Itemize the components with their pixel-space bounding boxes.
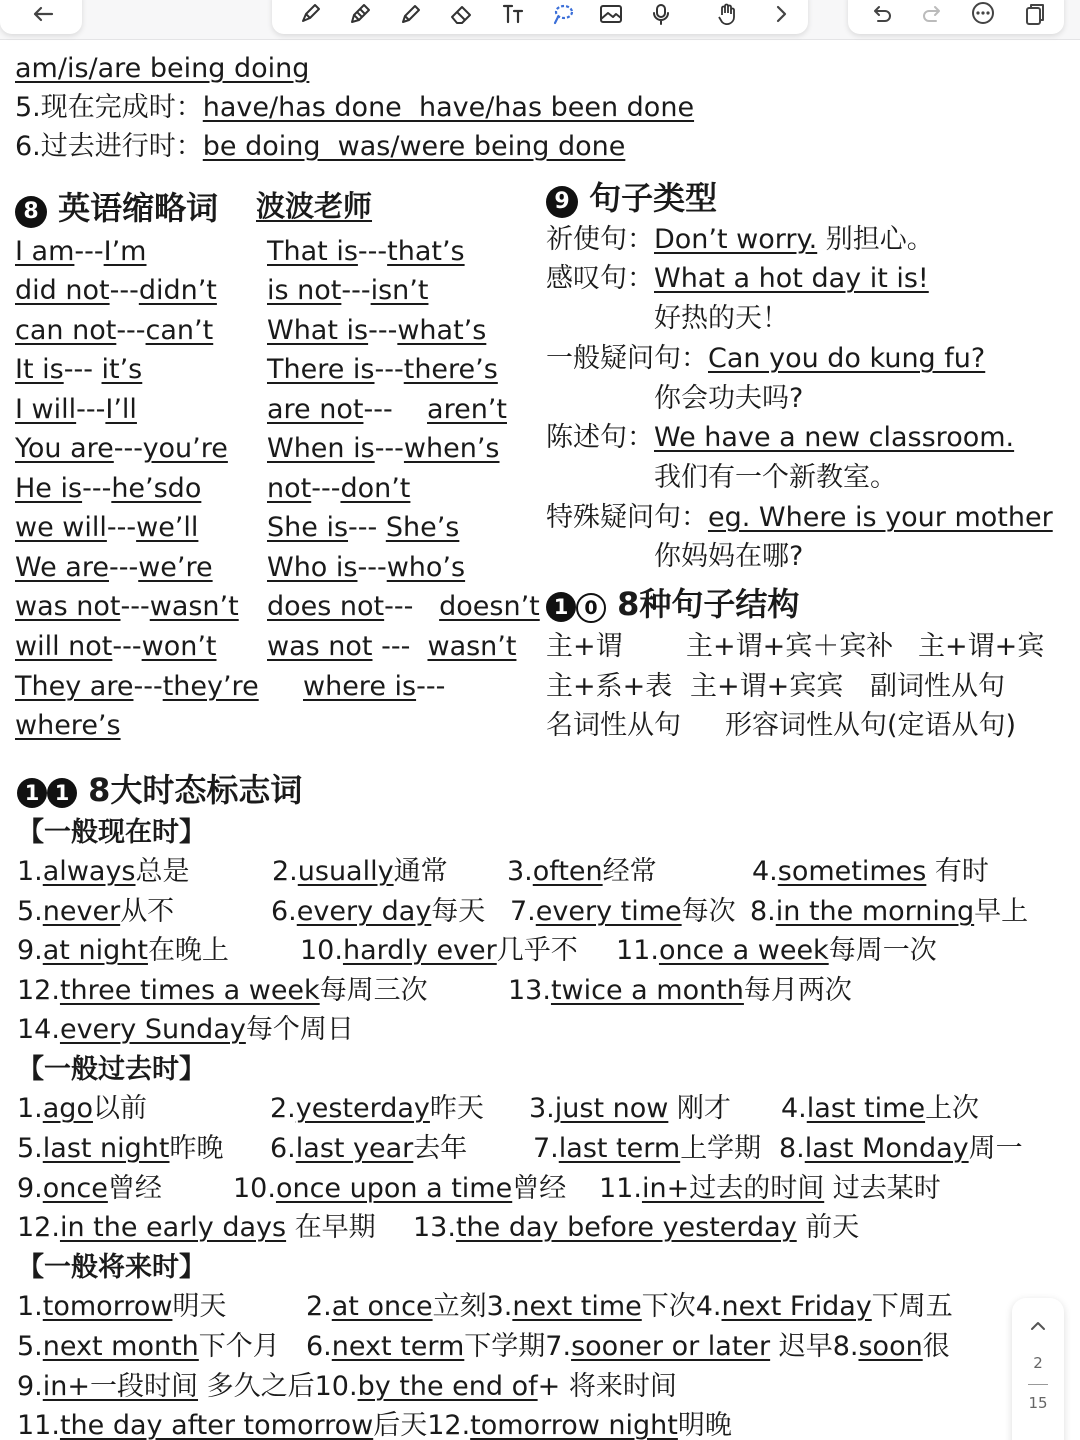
- sentence-translation: 我们有一个新教室。: [654, 462, 897, 493]
- abbr-row: It is--- it’s: [15, 354, 143, 385]
- section-number-badge: 1: [47, 778, 77, 808]
- chevron-up-icon[interactable]: [1024, 1314, 1052, 1338]
- keyword-item: 1.tomorrow明天: [17, 1291, 227, 1322]
- keyword-item: 14.every Sunday每个周日: [17, 1014, 354, 1045]
- keyword-item: 8.in the morning早上: [750, 896, 1029, 927]
- tense-form: be doing was/were being done: [202, 131, 626, 162]
- keyword-item: 10.once upon a time曾经: [233, 1173, 567, 1204]
- abbr-row: When is---when’s: [267, 433, 500, 464]
- structure-item: 主+谓+宾＋宾补: [686, 631, 894, 662]
- toolbar-tools-group: [272, 0, 808, 34]
- sentence-translation: 你妈妈在哪?: [654, 541, 804, 572]
- chevron-right-icon[interactable]: [766, 2, 796, 26]
- keyword-item: 4.last time上次: [781, 1093, 980, 1124]
- keyword-item: 3.often经常: [507, 856, 657, 887]
- sentence-type-row: 特殊疑问句：eg. Where is your mother: [546, 502, 1053, 533]
- keyword-item: 7.every time每次: [510, 896, 736, 927]
- hand-icon[interactable]: [712, 2, 742, 26]
- more-icon[interactable]: [968, 2, 998, 26]
- teacher-name: 波波老师: [256, 189, 373, 223]
- keyword-item: 6.every day每天: [271, 896, 486, 927]
- tense-label: 5.现在完成时：: [15, 92, 203, 123]
- keyword-item: 4.sometimes 有时: [752, 856, 989, 887]
- section-9-heading: [546, 178, 717, 218]
- section-8-heading: [15, 188, 218, 228]
- total-pages: 15: [1028, 1394, 1048, 1412]
- abbr-row: They are---they’re: [15, 671, 259, 702]
- section-number-badge: 9: [546, 186, 578, 218]
- keyword-item: 13.the day before yesterday 前天: [413, 1212, 860, 1243]
- keyword-item: 5.next month下个月: [17, 1331, 280, 1362]
- tense-label: 6.过去进行时：: [15, 131, 203, 162]
- abbr-row: She is--- She’s: [267, 512, 460, 543]
- keyword-item: 2.usually通常: [272, 856, 448, 887]
- keyword-item: 1.always总是: [17, 856, 190, 887]
- abbr-row: He is---he’sdo: [15, 473, 202, 504]
- section-title: 英语缩略词: [58, 189, 219, 227]
- keyword-item: 5.never从不: [17, 896, 175, 927]
- abbr-row: Who is---who’s: [267, 552, 466, 583]
- redo-icon[interactable]: [918, 2, 948, 26]
- abbr-row: can not---can’t: [15, 315, 214, 346]
- top-line-2: [15, 91, 694, 125]
- keyword-item: 5.last night昨晚: [17, 1133, 224, 1164]
- abbr-row: where is---: [303, 671, 446, 702]
- text-tool-icon[interactable]: [498, 2, 528, 26]
- top-line-1: [15, 52, 309, 86]
- section-number-badge: 1: [546, 592, 576, 622]
- structure-item: 副词性从句: [870, 671, 1005, 702]
- tense-form: am/is/are being doing: [15, 53, 310, 84]
- section-number-badge: 1: [17, 778, 47, 808]
- abbr-row: does not--- doesn’t: [267, 591, 540, 622]
- keyword-item: 9.at night在晚上: [17, 935, 229, 966]
- back-arrow-icon[interactable]: [28, 2, 58, 26]
- abbr-row: will not---won’t: [15, 631, 217, 662]
- structure-item: 主+谓+宾: [918, 631, 1045, 662]
- abbr-row: You are---you’re: [15, 433, 228, 464]
- sentence-type-row: 一般疑问句：Can you do kung fu?: [546, 343, 986, 374]
- abbr-row: not---don’t: [267, 473, 411, 504]
- pencil-icon[interactable]: [346, 2, 376, 26]
- keyword-item: 1.ago以前: [17, 1093, 147, 1124]
- section-10-heading: [546, 584, 799, 624]
- section-number-badge: 8: [15, 196, 47, 228]
- keyword-item: 11.in+过去的时间 过去某时: [599, 1173, 941, 1204]
- top-line-3: [15, 130, 625, 164]
- sentence-type-row: 陈述句：We have a new classroom.: [546, 422, 1015, 453]
- keyword-item: 2.at once立刻3.next time下次4.next Friday下周五: [306, 1291, 953, 1322]
- abbr-row: I will---I’ll: [15, 394, 137, 425]
- structure-item: 主+谓+宾宾: [690, 671, 844, 702]
- current-page: 2: [1033, 1354, 1043, 1372]
- tense-form: have/has done have/has been done: [202, 92, 695, 123]
- lasso-icon[interactable]: [548, 2, 578, 26]
- undo-icon[interactable]: [866, 2, 896, 26]
- microphone-icon[interactable]: [646, 2, 676, 26]
- abbr-row: are not--- aren’t: [267, 394, 507, 425]
- abbr-row: did not---didn’t: [15, 275, 217, 306]
- abbr-row: I am---I’m: [15, 236, 147, 267]
- section-11-heading: [17, 770, 302, 810]
- keyword-item: 8.last Monday周一: [779, 1133, 1023, 1164]
- eraser-icon[interactable]: [446, 2, 476, 26]
- page-divider: [1028, 1384, 1048, 1385]
- structure-item: 主+系+表: [546, 671, 673, 702]
- tense-header: 【一般现在时】: [17, 817, 206, 848]
- section-title: 8大时态标志词: [88, 771, 303, 809]
- abbr-row: What is---what’s: [267, 315, 487, 346]
- abbr-row: we will---we’ll: [15, 512, 199, 543]
- abbr-row: We are---we’re: [15, 552, 213, 583]
- keyword-item: 12.in the early days 在早期: [17, 1212, 376, 1243]
- structure-item: 名词性从句: [546, 710, 681, 741]
- keyword-item: 9.in+一段时间 多久之后10.by the end of+ 将来时间: [17, 1371, 677, 1402]
- section-title: 8种句子结构: [617, 585, 800, 623]
- sentence-type-row: 感叹句：What a hot day it is!: [546, 263, 929, 294]
- pen-icon[interactable]: [296, 2, 326, 26]
- keyword-item: 11.the day after tomorrow后天12.tomorrow night明晚: [17, 1410, 732, 1440]
- structure-item: 主+谓: [546, 631, 623, 662]
- keyword-item: 7.last term上学期: [533, 1133, 762, 1164]
- abbr-row: was not --- wasn’t: [267, 631, 517, 662]
- toolbar-right-group: [848, 0, 1064, 34]
- keyword-item: 12.three times a week每周三次: [17, 975, 428, 1006]
- toolbar: [0, 0, 1080, 40]
- image-icon[interactable]: [596, 2, 626, 26]
- keyword-item: 9.once曾经: [17, 1173, 162, 1204]
- keyword-item: 3.just now 刚才: [529, 1093, 731, 1124]
- abbr-row: was not---wasn’t: [15, 591, 239, 622]
- highlighter-icon[interactable]: [396, 2, 426, 26]
- structure-item: 形容词性从句(定语从句): [725, 710, 1017, 741]
- section-title: 句子类型: [589, 179, 718, 217]
- sentence-translation: 你会功夫吗?: [654, 383, 804, 414]
- tense-header: 【一般过去时】: [17, 1054, 206, 1085]
- keyword-item: 2.yesterday昨天: [270, 1093, 484, 1124]
- section-number-badge: 0: [576, 593, 606, 623]
- toolbar-back-group: [0, 0, 82, 34]
- pages-icon[interactable]: [1020, 2, 1050, 26]
- sentence-translation: 好热的天！: [654, 303, 789, 334]
- abbr-row: where’s: [15, 710, 121, 741]
- abbr-row: There is---there’s: [267, 354, 498, 385]
- keyword-item: 11.once a week每周一次: [616, 935, 937, 966]
- abbr-row: That is---that’s: [267, 236, 465, 267]
- tense-header: 【一般将来时】: [17, 1252, 206, 1283]
- note-content: [0, 40, 1080, 1440]
- sentence-type-row: 祈使句：Don’t worry. 别担心。: [546, 224, 934, 255]
- keyword-item: 6.next term下学期7.sooner or later 迟早8.soon很: [306, 1331, 950, 1362]
- keyword-item: 13.twice a month每月两次: [508, 975, 852, 1006]
- abbr-row: is not---isn’t: [267, 275, 429, 306]
- page-navigator[interactable]: [1012, 1298, 1064, 1440]
- keyword-item: 6.last year去年: [270, 1133, 468, 1164]
- keyword-item: 10.hardly ever几乎不: [300, 935, 578, 966]
